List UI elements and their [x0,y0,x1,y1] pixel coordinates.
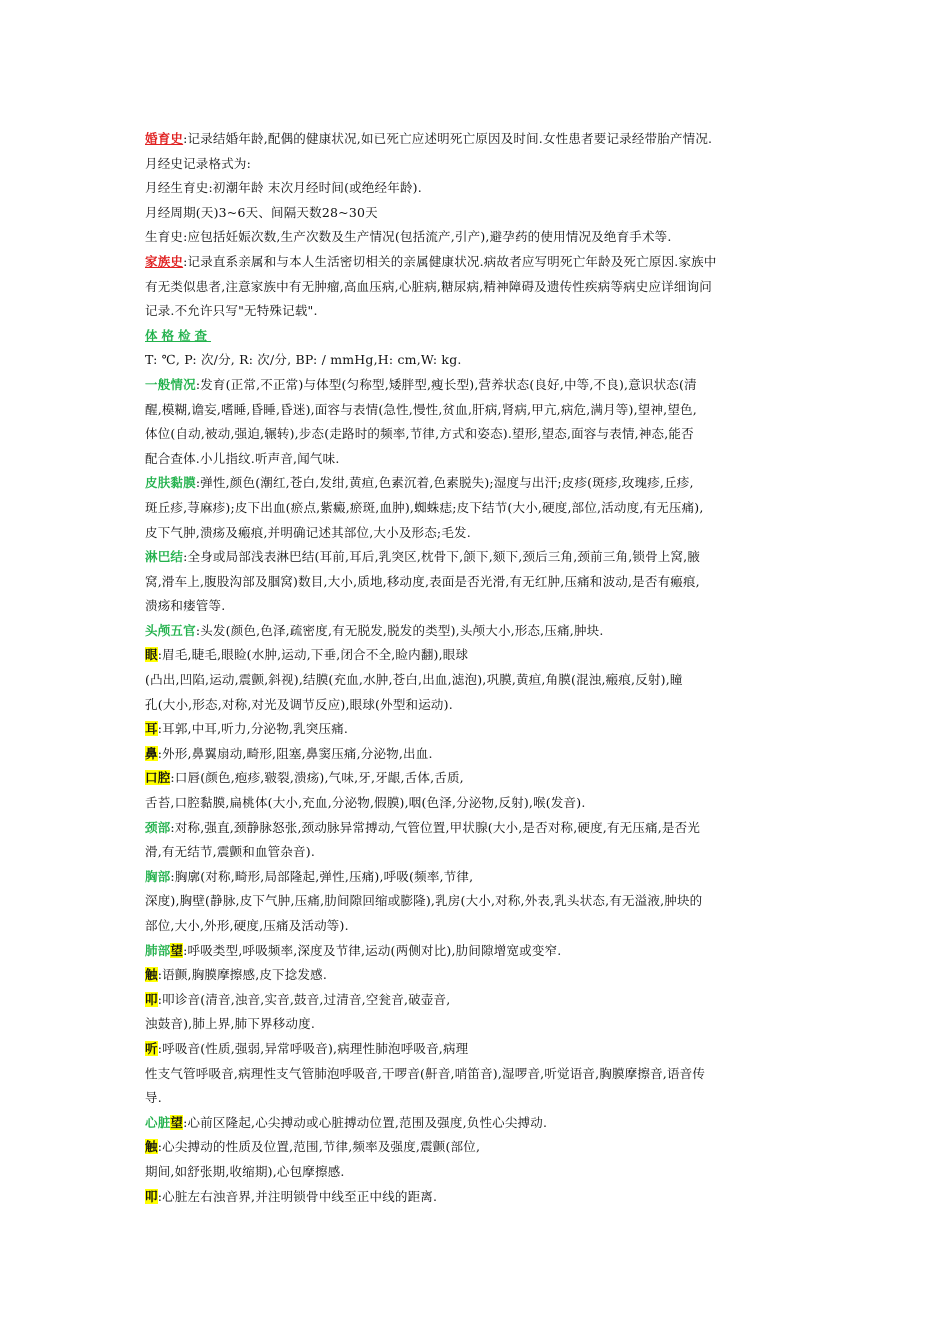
line-text: 滑,有无结节,震颤和血管杂音). [145,844,315,860]
line-text: :呼吸类型,呼吸频率,深度及节律,运动(两侧对比),肋间隙增宽或变窄. [183,942,562,958]
text-line [145,766,815,791]
text-line [145,816,815,841]
text-line [145,1111,815,1136]
text-line [145,1086,815,1111]
text-line [145,988,815,1013]
line-text: :心脏左右浊音界,并注明锁骨中线至正中线的距离. [157,1188,438,1204]
section-label: 叩 [145,1188,158,1204]
line-text: T: ℃, P: 次/分, R: 次/分, BP: / mmHg,H: cm,W: kg. [145,352,462,368]
line-text: 窝,滑车上,腹股沟部及腘窝)数目,大小,质地,移动度,表面是否光滑,有无红肿,压痛和波动,是否有瘢痕, [145,573,700,589]
line-text: :呼吸音(性质,强弱,异常呼吸音),病理性肺泡呼吸音,病理 [157,1040,469,1056]
line-text: :语颤,胸膜摩擦感,皮下捻发感. [157,967,328,983]
text-line [145,717,815,742]
line-text: 浊鼓音),肺上界,肺下界移动度. [145,1016,315,1032]
line-text: 记录.不允许只写"无特殊记载". [145,303,318,319]
text-line [145,594,815,619]
text-line [145,742,815,767]
section-label: 口腔 [145,770,171,786]
text-line [145,1160,815,1185]
text-line [145,1185,815,1210]
line-text: 有无类似患者,注意家族中有无肿瘤,高血压病,心脏病,糖尿病,精神障碍及遗传性疾病等病史应详细询问 [145,278,712,294]
line-text: :口唇(颜色,疱疹,皲裂,溃疡),气味,牙,牙龈,舌体,舌质, [170,770,464,786]
text-line [145,840,815,865]
line-text: 醒,模糊,谵妄,嗜睡,昏睡,昏迷),面容与表情(急性,慢性,贫血,肝病,肾病,甲亢,病危,满月等),望神,望色, [145,401,697,417]
text-line [145,1037,815,1062]
text-line [145,668,815,693]
text-line [145,447,815,472]
text-line [145,176,815,201]
line-text: :弹性,颜色(潮红,苍白,发绀,黄疸,色素沉着,色素脱失);湿度与出汗;皮疹(斑疹,玫瑰疹,丘疹, [195,475,694,491]
line-text: :胸廓(对称,畸形,局部隆起,弹性,压痛),呼吸(频率,节律, [170,868,474,884]
text-line [145,791,815,816]
text-line [145,889,815,914]
text-line [145,275,815,300]
section-label: 皮肤黏膜 [145,475,196,491]
line-text: (凸出,凹陷,运动,震颤,斜视),结膜(充血,水肿,苍白,出血,滤泡),巩膜,黄疸,角膜(混浊,瘢痕,反射),瞳 [145,672,683,688]
line-text: 深度),胸壁(静脉,皮下气肿,压痛,肋间隙回缩或膨隆),乳房(大小,对称,外表,乳头状态,有无溢液,肿块的 [145,893,703,909]
text-line [145,570,815,595]
line-text: 配合查体.小儿指纹.听声音,闻气味. [145,450,340,466]
line-text: :对称,强直,颈静脉怒张,颈动脉异常搏动,气管位置,甲状腺(大小,是否对称,硬度,有无压痛,是否光 [170,819,701,835]
text-line [145,1012,815,1037]
text-line [145,939,815,964]
section-label: 眼 [145,647,158,663]
section-label: 婚育史 [145,131,184,146]
line-text: :心尖搏动的性质及位置,范围,节律,频率及强度,震颤(部位, [157,1139,481,1155]
line-text: 舌苔,口腔黏膜,扁桃体(大小,充血,分泌物,假膜),咽(色泽,分泌物,反射),喉(发音). [145,795,586,811]
line-text: 体位(自动,被动,强迫,辗转),步态(走路时的频率,节律,方式和姿态).望形,望态,面容与表情,神态,能否 [145,426,694,442]
section-label: 心脏 [145,1114,171,1130]
section-label: 鼻 [145,745,158,761]
line-text: :外形,鼻翼扇动,畸形,阻塞,鼻窦压痛,分泌物,出血. [157,745,433,761]
line-text: 溃疡和瘘管等. [145,598,226,614]
text-line [145,299,815,324]
text-line [145,471,815,496]
text-line [145,1135,815,1160]
section-label: 叩 [145,991,158,1007]
text-line [145,422,815,447]
line-text: 月经史记录格式为: [145,155,252,171]
text-line [145,152,815,177]
section-label: 耳 [145,721,158,737]
text-line [145,619,815,644]
text-line [145,324,815,349]
section-label: 淋巴结 [145,549,184,565]
section-label: 触 [145,1139,158,1155]
section-label: 肺部 [145,942,171,958]
line-text: 性支气管呼吸音,病理性支气管肺泡呼吸音,干啰音(鼾音,哨笛音),湿啰音,听觉语音,胸膜摩擦音,语音传 [145,1065,706,1081]
line-text: 期间,如舒张期,收缩期),心包摩擦感. [145,1163,345,1179]
text-line [145,643,815,668]
line-text: :头发(颜色,色泽,疏密度,有无脱发,脱发的类型),头颅大小,形态,压痛,肿块. [195,622,604,638]
section-label: 头颅五官 [145,622,196,638]
line-text: 皮下气肿,溃疡及瘢痕,并明确记述其部位,大小及形态;毛发. [145,524,471,540]
text-line [145,225,815,250]
line-text: 孔(大小,形态,对称,对光及调节反应),眼球(外型和运动). [145,696,453,712]
text-line [145,914,815,939]
text-line [145,693,815,718]
line-text: :发育(正常,不正常)与体型(匀称型,矮胖型,瘦长型),营养状态(良好,中等,不良),意识状态(清 [195,376,697,392]
section-label: 家族史 [145,253,184,269]
text-line [145,521,815,546]
text-line [145,963,815,988]
line-text: 导. [145,1090,162,1106]
line-text: 斑丘疹,荨麻疹);皮下出血(瘀点,紫癜,瘀斑,血肿),蜘蛛痣;皮下结节(大小,硬度,部位,活动度,有无压痛), [145,499,704,515]
document-page [145,127,815,1209]
section-label: 听 [145,1040,158,1056]
section-label: 颈部 [145,819,171,835]
line-text: :心前区隆起,心尖搏动或心脏搏动位置,范围及强度,负性心尖搏动. [183,1114,548,1130]
text-line [145,398,815,423]
section-label: 一般情况 [145,376,196,392]
text-line [145,348,815,373]
line-text: 部位,大小,外形,硬度,压痛及活动等). [145,918,349,933]
line-text: :叩诊音(清音,浊音,实音,鼓音,过清音,空瓮音,破壶音, [157,991,451,1007]
section-label: 触 [145,967,158,983]
section-label: 胸部 [145,868,171,884]
line-text: :全身或局部浅表淋巴结(耳前,耳后,乳突区,枕骨下,颌下,颏下,颈后三角,颈前三角,锁骨上窝,腋 [183,549,701,565]
line-text: :记录结婚年龄,配偶的健康状况,如已死亡应述明死亡原因及时间.女性患者要记录经带胎产情况. [183,131,713,146]
subsection-label: 望 [170,1114,184,1130]
line-text: 月经生育史:初潮年龄 末次月经时间(或绝经年龄). [145,180,422,196]
line-text: 生育史:应包括妊娠次数,生产次数及生产情况(包括流产,引产),避孕药的使用情况及绝育手术等. [145,229,672,245]
text-line [145,545,815,570]
text-line [145,373,815,398]
subsection-label: 望 [170,942,184,958]
line-text: :记录直系亲属和与本人生活密切相关的亲属健康状况.病故者应写明死亡年龄及死亡原因.家族中 [183,253,717,269]
section-label: 体格检查 [145,327,212,343]
line-text: :眉毛,睫毛,眼睑(水肿,运动,下垂,闭合不全,睑内翻),眼球 [157,647,469,663]
line-text: :耳郭,中耳,听力,分泌物,乳突压痛. [157,721,349,737]
text-line [145,1062,815,1087]
line-text: 月经周期(天)3~6天、间隔天数28~30天 [145,204,378,220]
text-line [145,201,815,226]
text-line [145,127,815,152]
text-line [145,250,815,275]
text-line [145,496,815,521]
text-line [145,865,815,890]
